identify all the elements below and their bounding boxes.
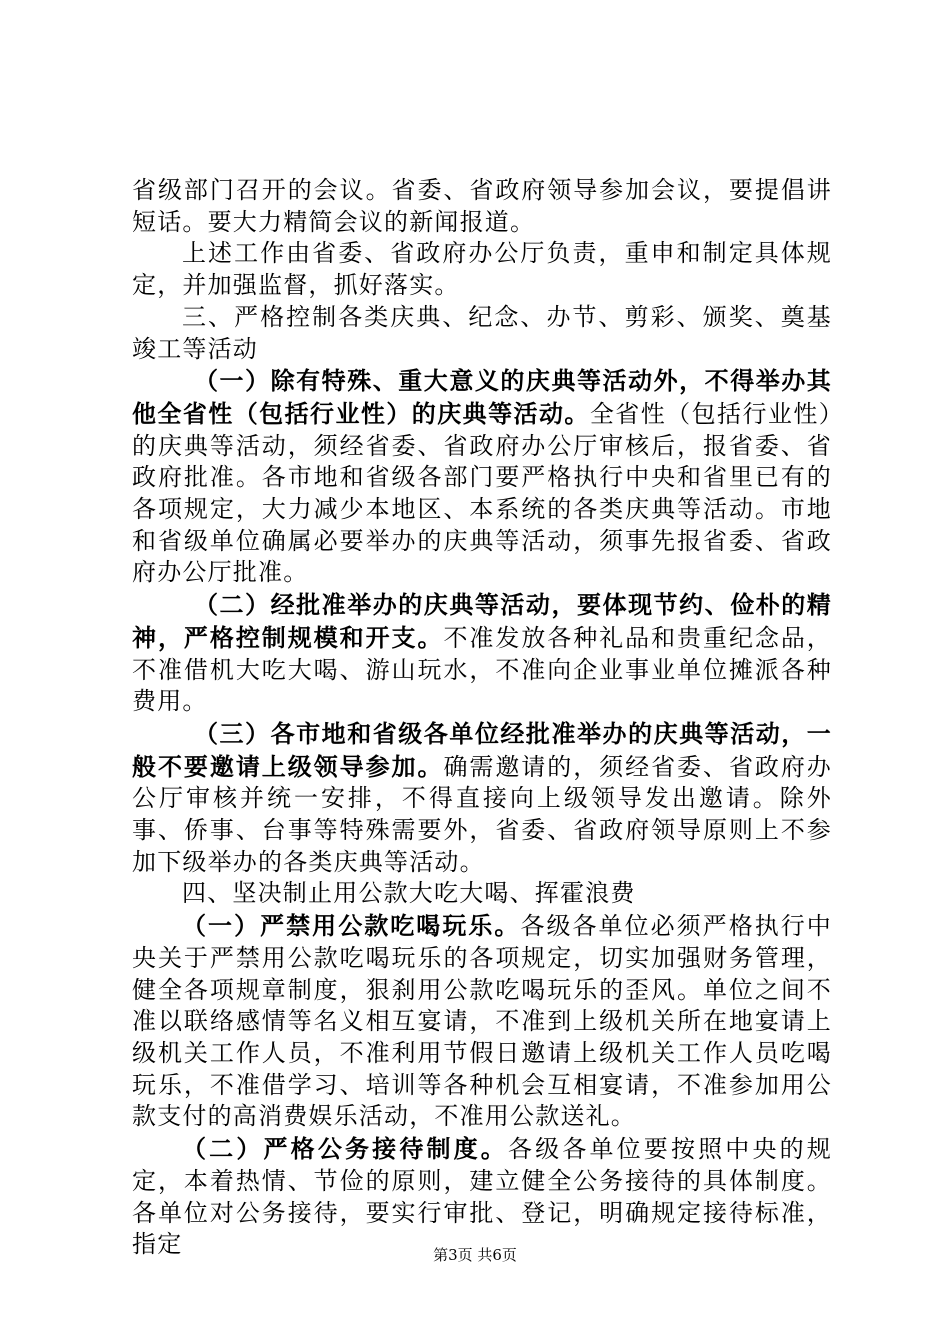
paragraph-8 [132,910,832,1133]
paragraph-lead: （一）除有特殊、重大意义的庆典等活动外，不得举办其他全省性（包括行业性）的庆典等活动。 [132,366,832,428]
paragraph-text: 确需邀请的，须经省委、省政府办公厅审核并统一安排，不得直接向上级领导发出邀请。除外事、侨事、台事等特殊需要外，省委、省政府领导原则上不参加下级举办的各类庆典等活动。 [132,752,833,876]
paragraph-6 [132,718,832,879]
page-number: 第3页 共6页 [433,1246,517,1264]
paragraph-lead: （三）各市地和省级各单位经批准举办的庆典等活动，一般不要邀请上级领导参加。 [132,718,832,781]
paragraph-2 [132,238,832,301]
heading-text: 三、严格控制各类庆典、纪念、办节、剪彩、颁奖、奠基竣工等活动 [132,302,832,363]
paragraph-text: 各级各单位要按照中央的规定，本着热情、节俭的原则，建立健全公务接待的具体制度。各单位对公务接待，要实行审批、登记，明确规定接待标准，指定 [132,1135,832,1259]
document-body [132,175,832,1261]
paragraph-lead: （二）经批准举办的庆典等活动，要体现节约、俭朴的精神，严格控制规模和开支。 [132,590,832,652]
paragraph-text: 上述工作由省委、省政府办公厅负责，重申和制定具体规定，并加强监督，抓好落实。 [132,239,832,300]
heading-text: 四、坚决制止用公款大吃大喝、挥霍浪费 [182,879,636,908]
paragraph-1 [132,175,832,238]
paragraph-text: 各级各单位必须严格执行中央关于严禁用公款吃喝玩乐的各项规定，切实加强财务管理，健全各项规章制度，狠刹用公款吃喝玩乐的歪风。单位之间不准以联络感情等名义相互宴请，不准到上级机关所在地宴请上级机关工作人员，不准利用节假日邀请上级机关工作人员吃喝玩乐，不准借学习、培训等各种机会互相宴请，不准参加用公款支付的高消费娱乐活动，不准用公款送礼。 [132,912,832,1131]
page-footer [0,1244,950,1265]
paragraph-4 [132,365,832,589]
paragraph-5 [132,589,832,718]
paragraph-9 [132,1133,832,1261]
paragraph-lead: （一）严禁用公款吃喝玩乐。 [182,911,521,941]
section-heading-3 [132,302,832,365]
section-heading-4 [132,878,832,910]
paragraph-text: 全省性（包括行业性）的庆典等活动，须经省委、省政府办公厅审核后，报省委、省政府批准。各市地和省级各部门要严格执行中央和省里已有的各项规定，大力减少本地区、本系统的各类庆典等活动。市地和省级单位确属必要举办的庆典等活动，须事先报省委、省政府办公厅批准。 [132,399,832,587]
paragraph-text: 省级部门召开的会议。省委、省政府领导参加会议，要提倡讲短话。要大力精简会议的新闻报道。 [132,176,832,236]
paragraph-lead: （二）严格公务接待制度。 [182,1134,508,1164]
paragraph-text: 不准发放各种礼品和贵重纪念品，不准借机大吃大喝、游山玩水，不准向企业事业单位摊派各种费用。 [132,623,833,716]
